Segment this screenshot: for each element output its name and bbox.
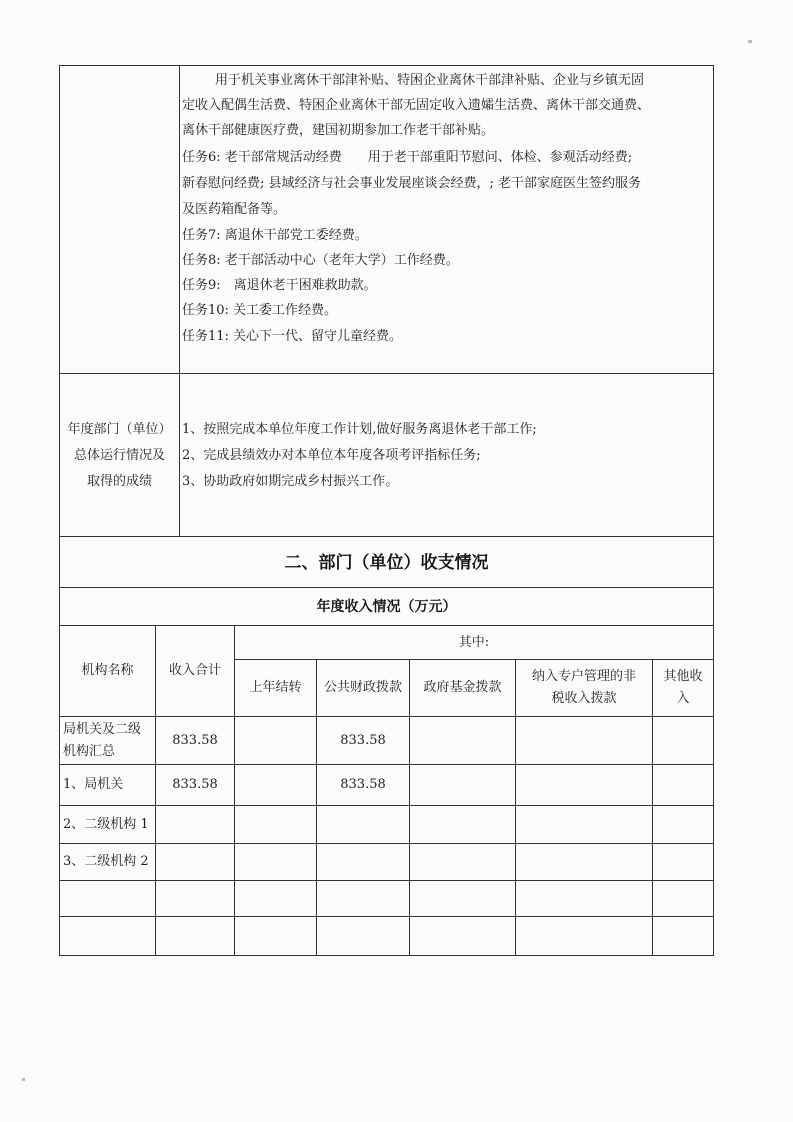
scan-mark-bottom-left xyxy=(22,1078,25,1081)
table-row-1-total: 833.58 xyxy=(172,732,218,748)
income-table-title: 年度收入情况（万元） xyxy=(316,599,457,615)
task-text-line-8: 任务8: 老干部活动中心（老年大学）工作经费。 xyxy=(182,253,459,268)
row-rule-5 xyxy=(59,916,714,917)
table-row-1-public-fiscal: 833.58 xyxy=(340,732,386,748)
row-rule-2 xyxy=(59,805,714,806)
task-text-line-9: 任务9: 离退休老干困难救助款。 xyxy=(182,278,377,293)
header-public-fiscal: 公共财政拨款 xyxy=(323,680,402,695)
performance-label-line-2: 总体运行情况及 xyxy=(73,448,165,463)
task-text-line-1: 用于机关事业离休干部津补贴、特困企业离休干部津补贴、企业与乡镇无固 xyxy=(215,73,645,88)
task-text-line-6: 及医药箱配备等。 xyxy=(182,202,287,217)
table-row-1-name: 局机关及二级机构汇总 xyxy=(63,721,142,759)
table-row-2-total: 833.58 xyxy=(172,777,218,792)
header-org-name: 机构名称 xyxy=(81,663,134,678)
label-column-divider xyxy=(179,65,180,536)
performance-item-1: 1、按照完成本单位年度工作计划,做好服务离退休老干部工作; xyxy=(182,422,537,437)
row-rule-4 xyxy=(59,880,714,881)
table-row-2-name: 1、局机关 xyxy=(63,777,124,792)
header-other-income: 其他收入 xyxy=(663,669,703,706)
section-divider-performance xyxy=(59,373,714,374)
task-text-line-3: 离休干部健康医疗费，建国初期参加工作老干部补贴。 xyxy=(182,123,495,138)
task-text-line-4: 任务6: 老干部常规活动经费 用于老干部重阳节慰问、体检、参观活动经费; xyxy=(182,150,633,165)
scan-mark-top-right xyxy=(748,40,752,43)
header-carryover: 上年结转 xyxy=(249,680,302,695)
task-text-line-10: 任务10: 关工委工作经费。 xyxy=(182,303,338,318)
performance-label-line-3: 取得的成绩 xyxy=(86,474,152,489)
header-special-nontax: 纳入专户管理的非税收入拨款 xyxy=(531,669,636,706)
task-text-line-7: 任务7: 离退休干部党工委经费。 xyxy=(182,228,368,243)
table-row-3-name: 2、二级机构 1 xyxy=(63,816,149,832)
header-gov-fund: 政府基金拨款 xyxy=(423,680,502,695)
task-text-line-11: 任务11: 关心下一代、留守儿童经费。 xyxy=(182,329,403,344)
task-text-line-2: 定收入配偶生活费、特困企业离休干部无固定收入遗孀生活费、离休干部交通费、 xyxy=(182,98,651,113)
task-text-line-5: 新春慰问经费; 县域经济与社会事业发展座谈会经费，; 老干部家庭医生签约服务 xyxy=(182,176,642,191)
performance-item-3: 3、协助政府如期完成乡村振兴工作。 xyxy=(182,474,399,489)
header-income-total: 收入合计 xyxy=(168,663,221,678)
section-divider-title xyxy=(59,536,714,537)
table-row-2-public-fiscal: 833.58 xyxy=(340,777,386,792)
form-frame xyxy=(59,65,714,956)
header-group-of-which: 其中: xyxy=(458,634,490,650)
title-bottom-rule xyxy=(59,587,714,588)
row-rule-3 xyxy=(59,843,714,844)
performance-item-2: 2、完成县绩效办对本单位本年度各项考评指标任务; xyxy=(182,448,481,463)
performance-label-line-1: 年度部门（单位） xyxy=(67,422,172,437)
table-row-4-name: 3、二级机构 2 xyxy=(63,854,149,869)
section-title: 二、部门（单位）收支情况 xyxy=(284,553,489,573)
